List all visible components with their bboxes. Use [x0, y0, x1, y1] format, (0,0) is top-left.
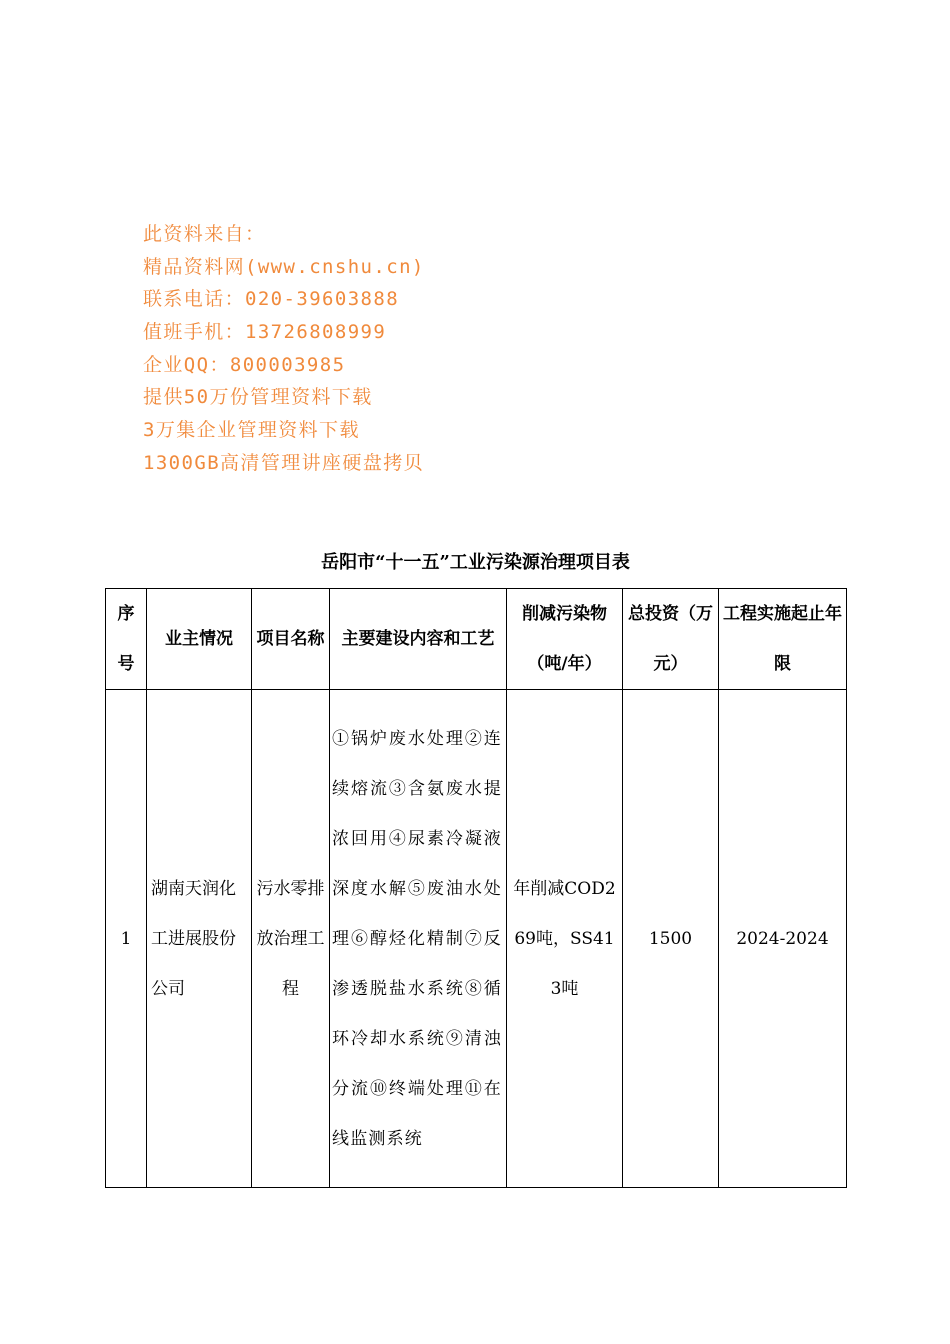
ad-line-mobile: 值班手机：13726808999 [143, 321, 387, 344]
header-owner: 业主情况 [147, 589, 252, 690]
table-header-row [106, 589, 847, 690]
header-reduction: 削减污染物（吨/年） [507, 589, 623, 690]
cell-reduction: 年削减COD269吨，SS413吨 [507, 690, 623, 1188]
cell-owner: 湖南天润化工进展股份公司 [147, 690, 252, 1188]
ad-line-source: 此资料来自： [143, 223, 266, 245]
cell-process: ①锅炉废水处理②连续熔流③含氨废水提浓回用④尿素冷凝液深度水解⑤废油水处理⑥醇烃化精制⑦反渗透脱盐水系统⑧循环冷却水系统⑨清浊分流⑩终端处理⑪在线监测系统 [330, 690, 507, 1188]
project-table [105, 588, 847, 1188]
document-title: 岳阳市“十一五”工业污染源治理项目表 [321, 552, 630, 573]
source-advertisement [143, 218, 663, 480]
header-investment: 总投资（万元） [623, 589, 719, 690]
cell-project: 污水零排放治理工程 [252, 690, 330, 1188]
ad-line-phone: 联系电话：020-39603888 [143, 288, 400, 311]
ad-line-qq: 企业QQ：800003985 [143, 353, 346, 376]
header-project: 项目名称 [252, 589, 330, 690]
cell-investment: 1500 [623, 690, 719, 1188]
table-row [106, 690, 847, 1188]
ad-line-website: 精品资料网(www.cnshu.cn) [143, 255, 425, 278]
header-process: 主要建设内容和工艺 [330, 589, 507, 690]
cell-no: 1 [106, 690, 147, 1188]
ad-line-offer-2: 3万集企业管理资料下载 [143, 419, 360, 442]
header-period: 工程实施起止年限 [719, 589, 847, 690]
ad-line-offer-3: 1300GB高清管理讲座硬盘拷贝 [143, 451, 425, 474]
cell-period: 2024-2024 [719, 690, 847, 1188]
ad-line-offer-1: 提供50万份管理资料下载 [143, 386, 373, 409]
header-no: 序号 [106, 589, 147, 690]
